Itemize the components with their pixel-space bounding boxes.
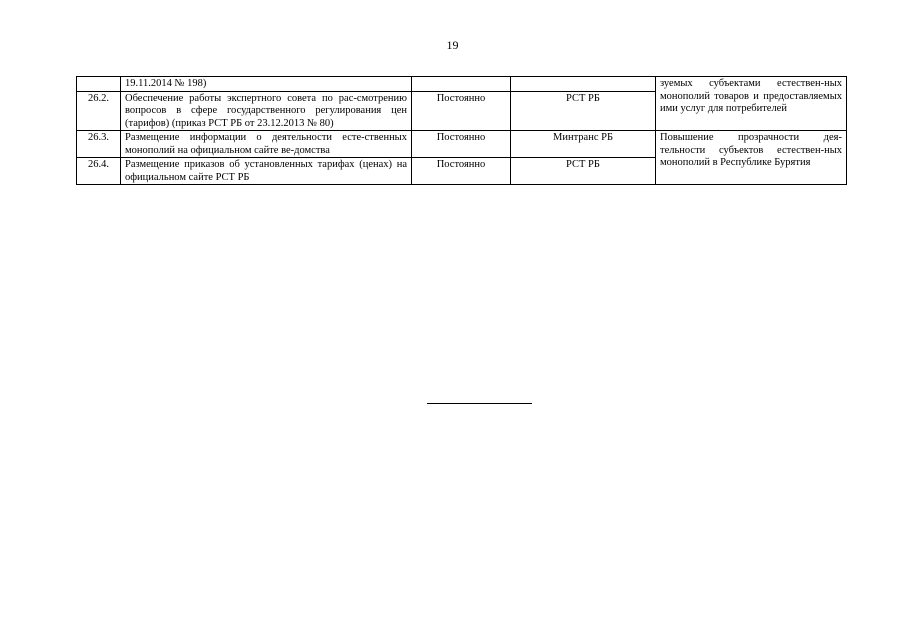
term-text: Постоянно bbox=[412, 158, 511, 185]
executor-text: Минтранс РБ bbox=[511, 131, 656, 158]
measure-text: Размещение приказов об установленных тарифах (ценах) на официальном сайте РСТ РБ bbox=[121, 158, 412, 185]
footer-divider bbox=[427, 403, 532, 404]
row-number: 26.4. bbox=[77, 158, 121, 185]
term-text bbox=[412, 77, 511, 92]
measures-table bbox=[76, 76, 847, 185]
measure-text: Размещение информации о деятельности есте-ственных монополий на официальном сайте ве-домства bbox=[121, 131, 412, 158]
expected-result-1: зуемых субъектами естествен-ных монополий товаров и предоставляемых ими услуг для потребителей bbox=[656, 77, 847, 131]
table-row bbox=[77, 77, 847, 92]
measure-text: Обеспечение работы экспертного совета по рас-смотрению вопросов в сфере государственного регулирования цен (тарифов) (приказ РСТ РБ от 23.12.2013 № 80) bbox=[121, 91, 412, 131]
table-row bbox=[77, 131, 847, 158]
term-text: Постоянно bbox=[412, 131, 511, 158]
executor-text bbox=[511, 77, 656, 92]
executor-text: РСТ РБ bbox=[511, 91, 656, 131]
row-number bbox=[77, 77, 121, 92]
measure-text: 19.11.2014 № 198) bbox=[121, 77, 412, 92]
page-number: 19 bbox=[446, 38, 459, 52]
term-text: Постоянно bbox=[412, 91, 511, 131]
row-number: 26.3. bbox=[77, 131, 121, 158]
expected-result-2: Повышение прозрачности дея-тельности субъектов естествен-ных монополий в Республике Бурятия bbox=[656, 131, 847, 185]
executor-text: РСТ РБ bbox=[511, 158, 656, 185]
row-number: 26.2. bbox=[77, 91, 121, 131]
